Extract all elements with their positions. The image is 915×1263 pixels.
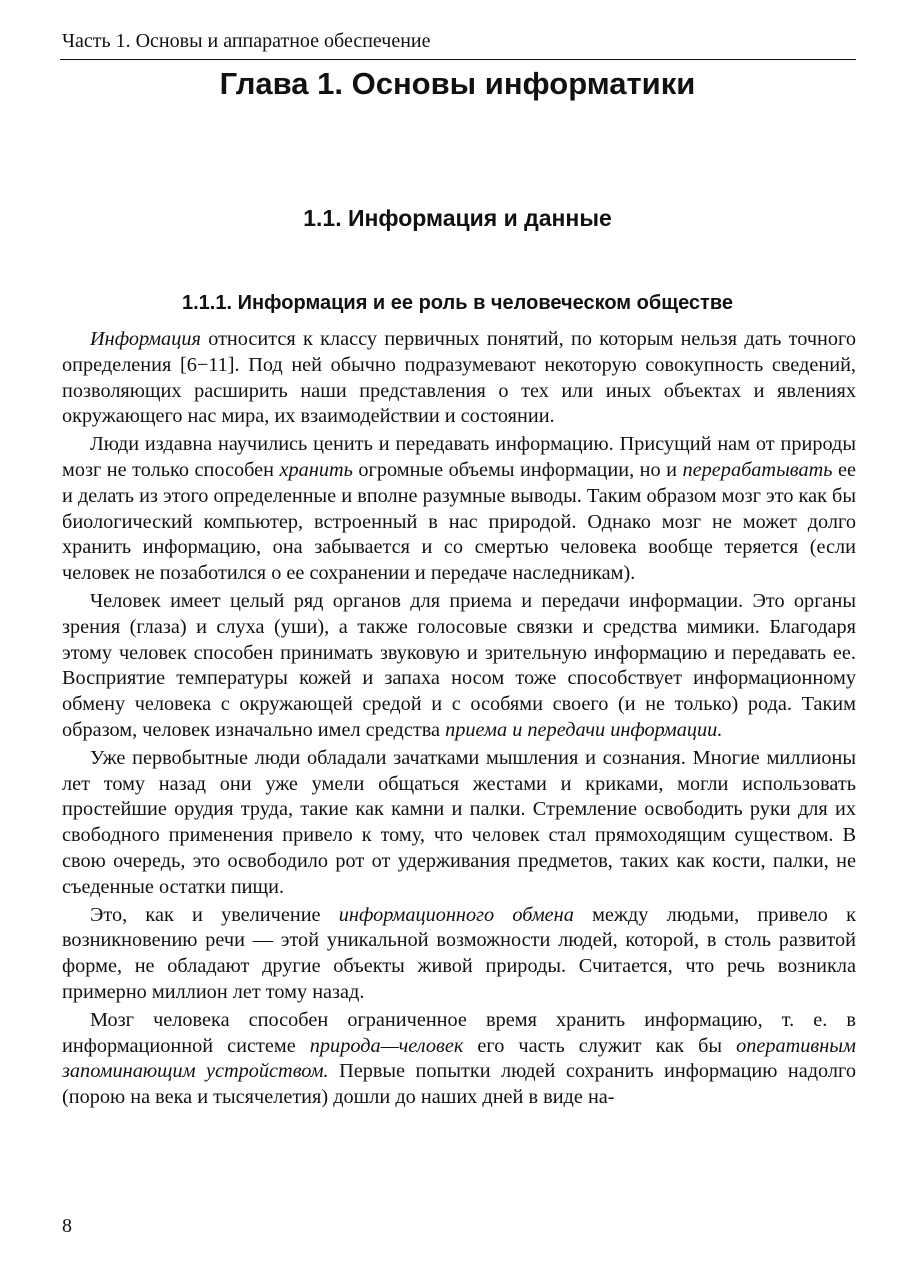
text-italic: информационного обмена (338, 903, 574, 926)
text-run: Первые попытки людей сохранить информацию надолго (порою на века и тысячелетия) дошли до наших дней в виде на- (62, 1060, 856, 1109)
paragraph (62, 746, 856, 901)
text-italic: хранить (279, 458, 353, 481)
subsection-title: 1.1.1. Информация и ее роль в человеческом обществе (182, 292, 733, 314)
text-run: огромные объемы информации, но и (352, 458, 683, 481)
body-text (62, 327, 856, 1111)
text-run: относится к классу первичных понятий, по которым нельзя дать точного определения [6−11]. Под ней обычно подразумевают некоторую совокупность сведений, позволяющих расширить наши представления о тех или иных объектах и явлениях окружающего нас мира, их взаимодействии и состоянии. (62, 328, 856, 428)
text-run: его часть служит как бы (463, 1034, 737, 1057)
text-italic: приема и передачи информации. (445, 718, 723, 741)
paragraph (62, 327, 856, 430)
paragraph (62, 903, 856, 1006)
text-run: Уже первобытные люди обладали зачатками мышления и сознания. Многие миллионы лет тому назад они уже умели общаться жестами и криками, могли использовать простейшие орудия труда, такие как камни и палки. Стремление освободить руки для их свободного применения привело к тому, что человек стал прямоходящим существом. В свою очередь, это освободило рот от удерживания предметов, таких как кости, палки, не съеденные остатки пищи. (62, 746, 856, 898)
page-number: 8 (62, 1215, 72, 1237)
text-italic: природа—человек (309, 1034, 464, 1057)
paragraph (62, 432, 856, 587)
chapter-title: Глава 1. Основы информатики (219, 66, 696, 101)
text-italic: оперативным запоминающим устройством. (62, 1034, 856, 1083)
text-run: Человек имеет целый ряд органов для приема и передачи информации. Это органы зрения (глаза) и слуха (уши), а также голосовые связки и средства мимики. Благодаря этому человек способен принимать звуковую и зрительную информацию и передавать ее. Восприятие температуры кожей и запаха носом тоже способствует информационному обмену человека с окружающей средой и с особями своего (и не только) рода. Таким образом, человек изначально имел средства (62, 589, 856, 741)
running-head: Часть 1. Основы и аппаратное обеспечение (62, 30, 431, 52)
text-run: Мозг человека способен ограниченное время хранить информацию, т. е. в информационной системе (62, 1008, 856, 1057)
paragraph (62, 1008, 856, 1111)
text-run: между людьми, привело к возникновению речи — этой уникальной возможности людей, которой, в столь развитой форме, не обладают другие объекты живой природы. Считается, что речь возникла примерно миллион лет тому назад. (62, 903, 856, 1003)
text-run: Это, как и увеличение (90, 903, 339, 926)
text-run: ее и делать из этого определенные и вполне разумные выводы. Таким образом мозг это как бы биологический компьютер, встроенный в нас природой. Однако мозг не может долго хранить информацию, она забывается и со смертью человека вообще теряется (если человек не позаботился о ее сохранении и передаче наследникам). (62, 458, 857, 585)
text-italic: Информация (90, 328, 201, 350)
header-rule (60, 59, 856, 60)
text-run: Люди издавна научились ценить и передавать информацию. Присущий нам от природы мозг не только способен (62, 433, 856, 481)
text-italic: перерабатывать (682, 458, 833, 481)
paragraph (62, 589, 856, 744)
section-title: 1.1. Информация и данные (303, 205, 612, 231)
